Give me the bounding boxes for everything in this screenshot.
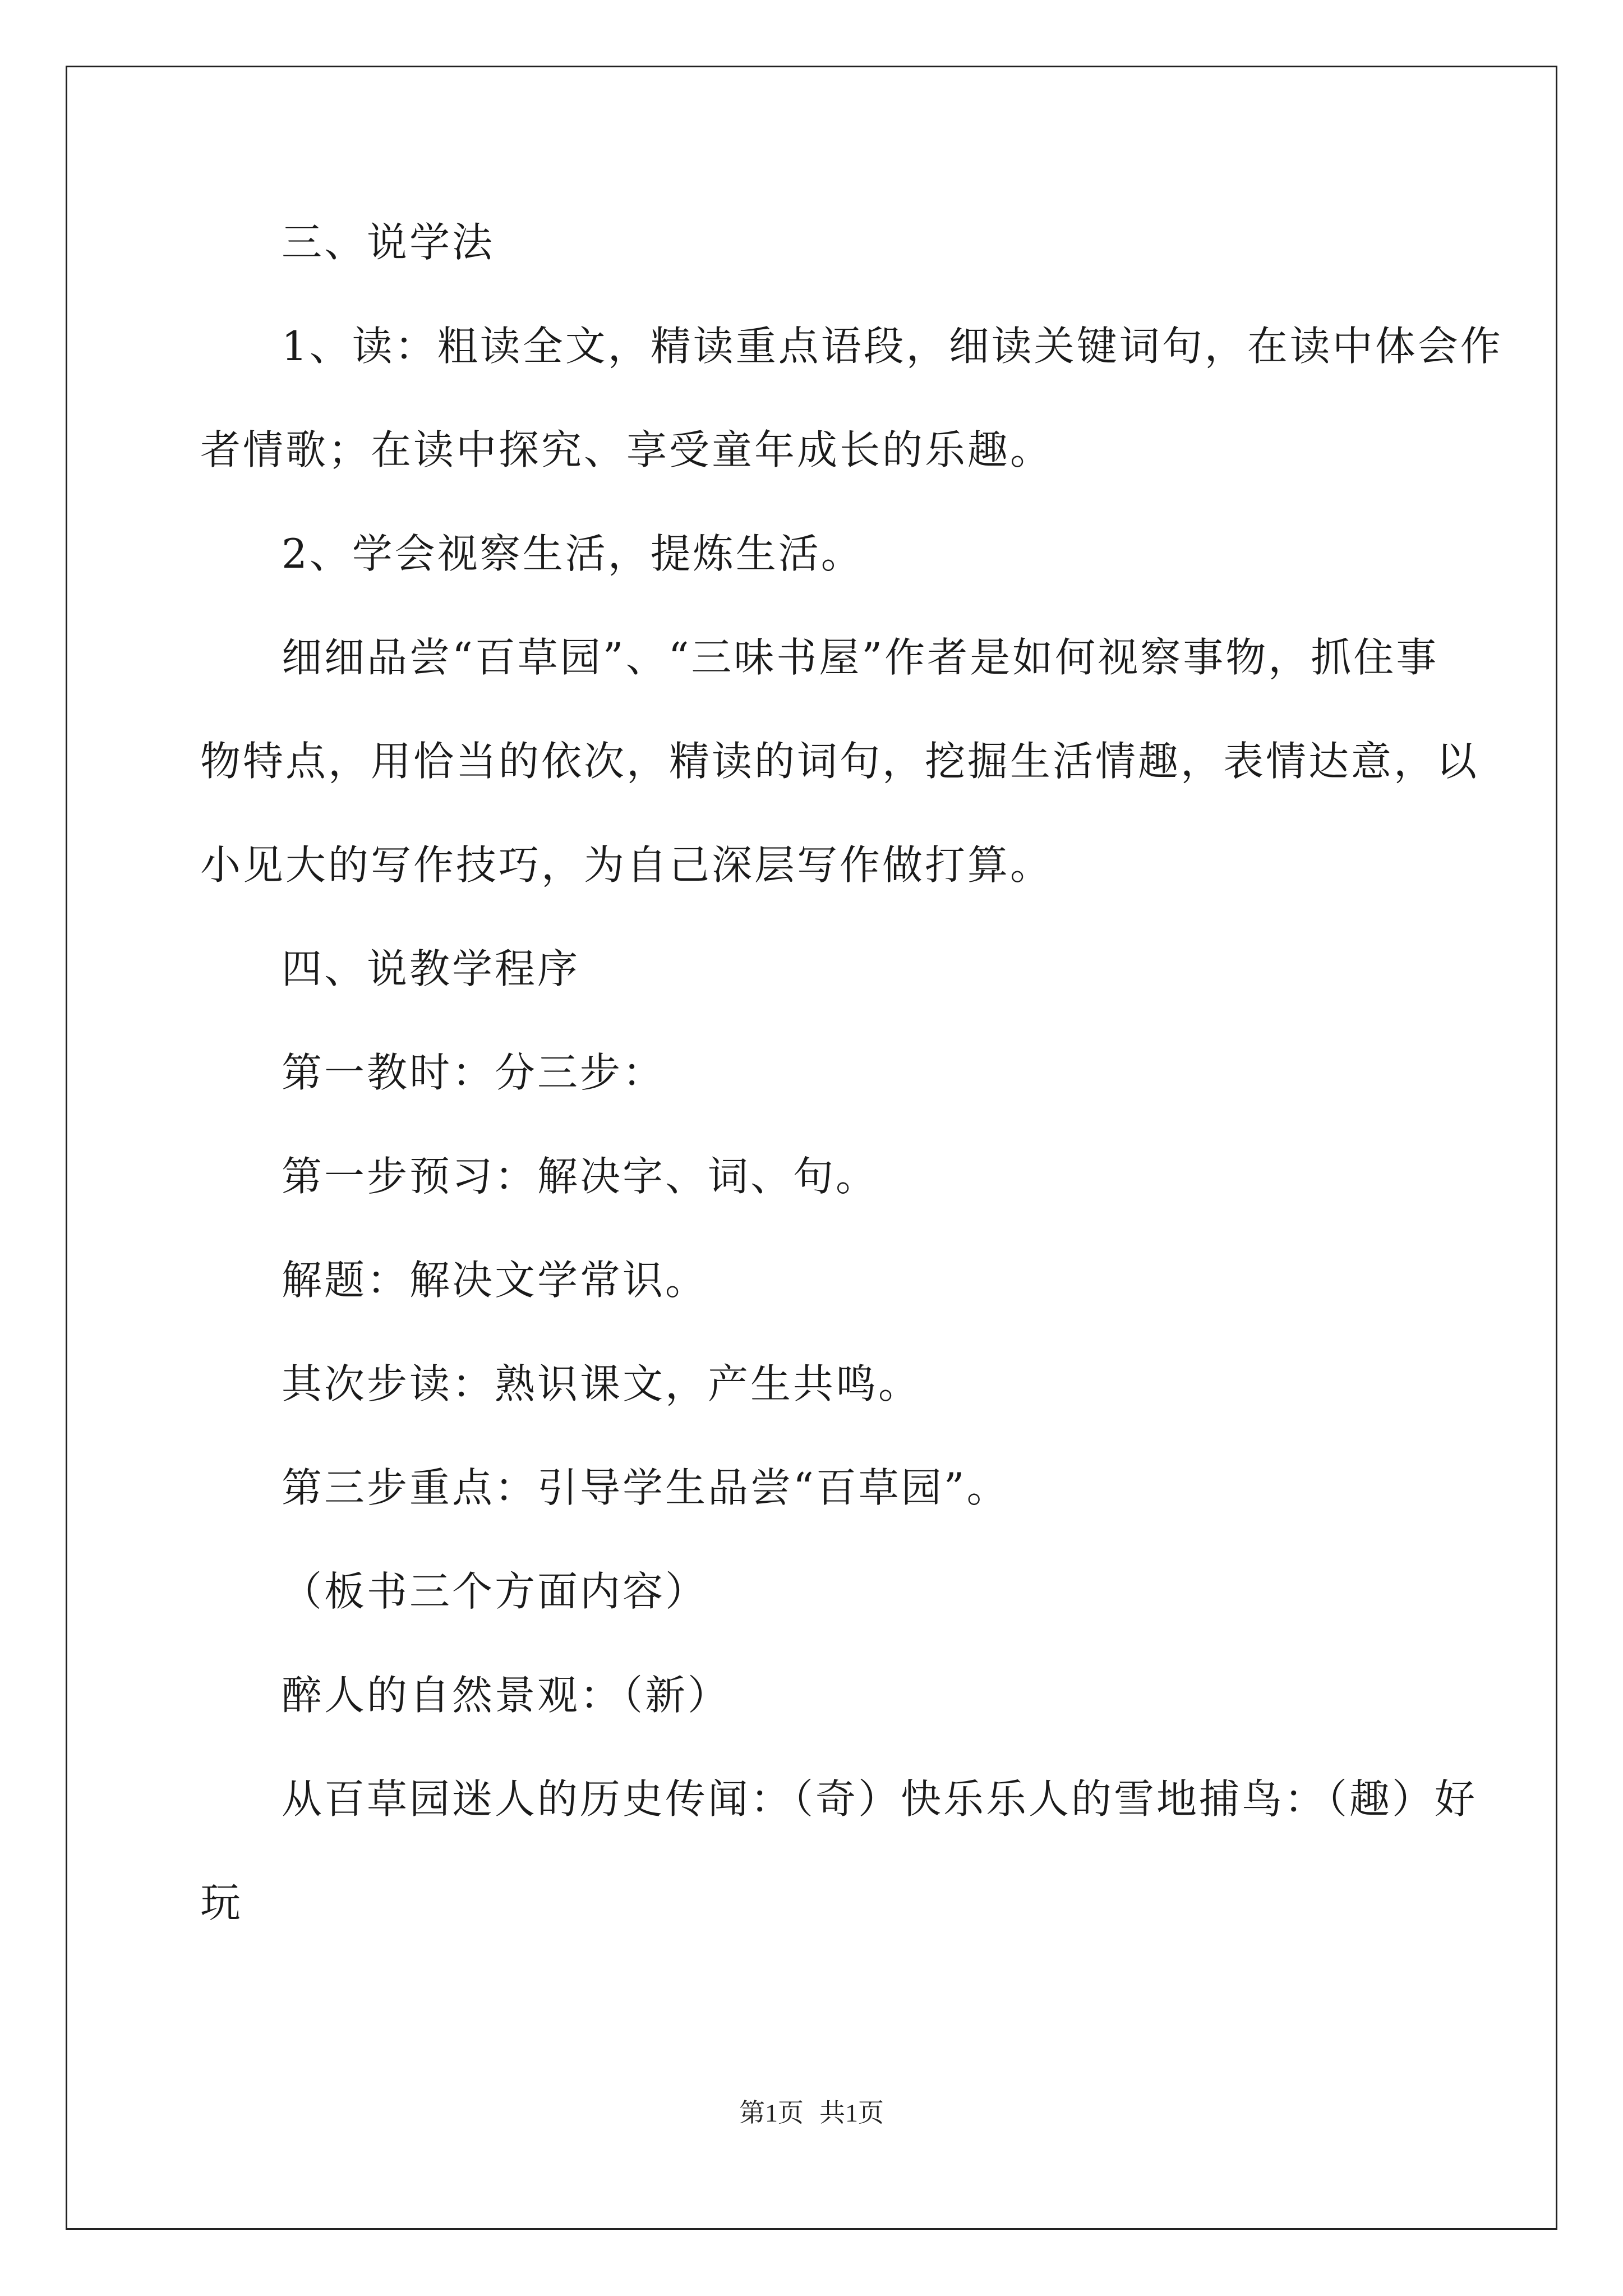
paragraph-line: 玩 bbox=[200, 1879, 243, 1926]
paragraph-line: 者情歌；在读中探究、享受童年成长的乐趣。 bbox=[200, 426, 1053, 473]
paragraph-line: 小见大的写作技巧，为自己深层写作做打算。 bbox=[200, 841, 1053, 889]
page-number: 第1页 bbox=[739, 2099, 804, 2127]
paragraph-line: 醉人的自然景观：（新） bbox=[282, 1672, 731, 1719]
paragraph-line: 其次步读：熟识课文，产生共鸣。 bbox=[282, 1360, 921, 1407]
page-border bbox=[66, 66, 1557, 2230]
paragraph-line: 第三步重点：引导学生品尝“百草园”。 bbox=[282, 1464, 1009, 1511]
section-heading-teaching-procedure: 四、说教学程序 bbox=[282, 945, 580, 992]
paragraph-line: 细细品尝“百草园”、“三味书屋”作者是如何视察事物，抓住事 bbox=[282, 634, 1439, 681]
paragraph-line: 2、学会视察生活，提炼生活。 bbox=[282, 530, 864, 577]
page-total: 共1页 bbox=[819, 2099, 884, 2127]
paragraph-line: 第一教时：分三步： bbox=[282, 1049, 666, 1096]
paragraph-line: 物特点，用恰当的依次，精读的词句，挖掘生活情趣，表情达意，以 bbox=[200, 738, 1479, 785]
paragraph-line: 从百草园迷人的历史传闻：（奇）快乐乐人的雪地捕鸟：（趣）好 bbox=[282, 1775, 1478, 1823]
paragraph-line: 1、读：粗读全文，精读重点语段，细读关键词句，在读中体会作 bbox=[282, 323, 1503, 370]
paragraph-line: 第一步预习：解决字、词、句。 bbox=[282, 1153, 879, 1200]
paragraph-line: （板书三个方面内容） bbox=[282, 1568, 708, 1615]
page-footer bbox=[0, 2092, 1623, 2129]
paragraph-line: 解题：解决文学常识。 bbox=[282, 1257, 708, 1304]
section-heading-study-method: 三、说学法 bbox=[282, 219, 495, 266]
